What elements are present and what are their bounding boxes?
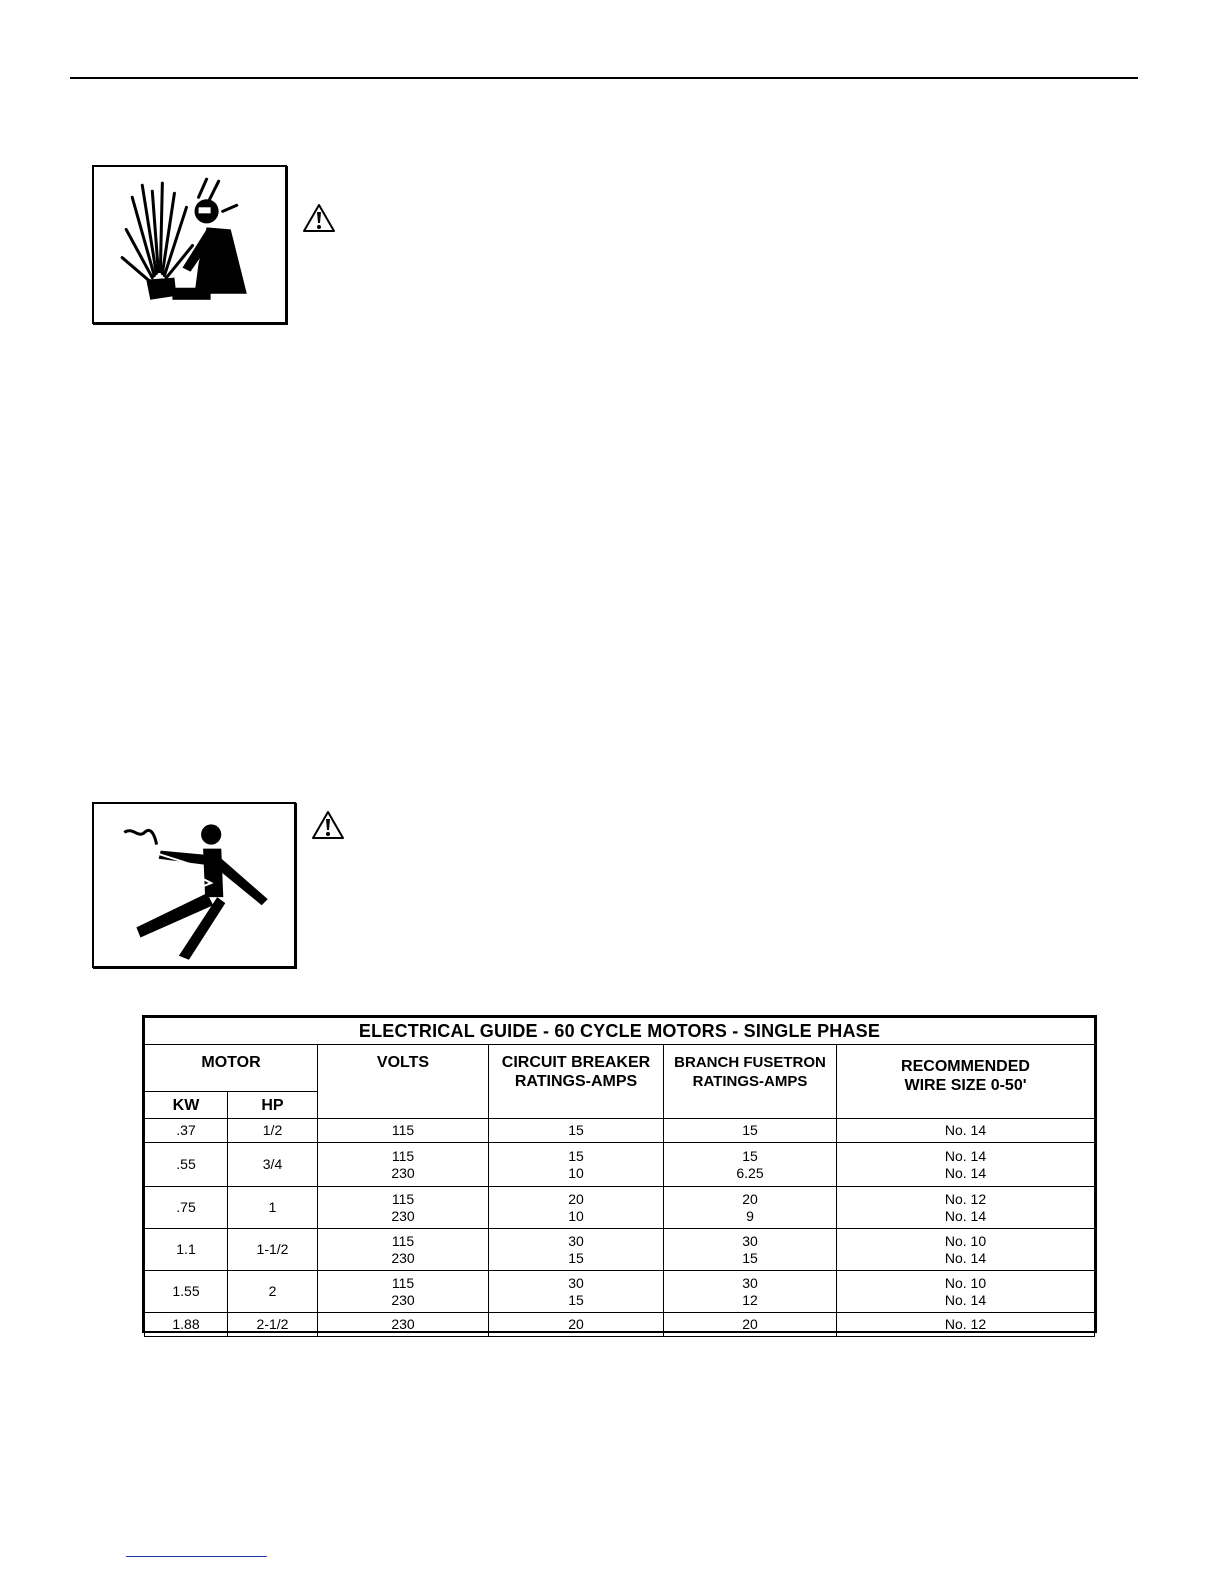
header-line: RATINGS-AMPS — [692, 1073, 808, 1090]
volts-cell — [318, 1229, 489, 1271]
wire-cell — [837, 1229, 1095, 1271]
fusetron-cell — [664, 1187, 837, 1229]
breaker-cell: 15 — [489, 1119, 664, 1143]
cell-line: 230 — [391, 1249, 415, 1266]
header-branch-fusetron — [664, 1045, 837, 1119]
cell-line: 15 — [742, 1249, 758, 1266]
cell-line: 20 — [568, 1190, 584, 1207]
table-row — [145, 1143, 1095, 1187]
hp-cell: 1/2 — [228, 1119, 318, 1143]
header-hp: HP — [228, 1092, 318, 1119]
cell-line: No. 10 — [944, 1274, 987, 1291]
cell-line: No. 14 — [944, 1207, 987, 1224]
header-circuit-breaker — [489, 1045, 664, 1119]
volts-cell — [318, 1271, 489, 1313]
kw-cell: .55 — [145, 1143, 228, 1187]
fusetron-cell: 15 — [664, 1119, 837, 1143]
kw-cell: 1.55 — [145, 1271, 228, 1313]
header-line: RATINGS-AMPS — [514, 1073, 638, 1090]
wire-cell — [837, 1143, 1095, 1187]
cell-line: 30 — [742, 1274, 758, 1291]
cell-line: 9 — [746, 1207, 754, 1224]
cell-line: No. 14 — [944, 1291, 987, 1308]
cell-line: 15 — [568, 1147, 584, 1164]
wire-cell: No. 12 — [837, 1313, 1095, 1337]
cell-line: No. 14 — [944, 1147, 987, 1164]
cell-line: No. 10 — [944, 1232, 987, 1249]
cell-line: 12 — [742, 1291, 758, 1308]
cell-line: 30 — [742, 1232, 758, 1249]
header-line: CIRCUIT BREAKER — [501, 1054, 651, 1071]
cell-line: 20 — [742, 1190, 758, 1207]
kw-cell: .75 — [145, 1187, 228, 1229]
fusetron-cell: 20 — [664, 1313, 837, 1337]
header-motor: MOTOR — [145, 1045, 318, 1092]
breaker-cell — [489, 1271, 664, 1313]
kw-cell: 1.88 — [145, 1313, 228, 1337]
kw-cell: .37 — [145, 1119, 228, 1143]
header-line: WIRE SIZE 0-50' — [904, 1077, 1027, 1094]
hp-cell: 1-1/2 — [228, 1229, 318, 1271]
hp-cell: 3/4 — [228, 1143, 318, 1187]
breaker-cell — [489, 1187, 664, 1229]
cell-line: No. 12 — [944, 1190, 987, 1207]
wire-cell — [837, 1271, 1095, 1313]
cell-line: 115 — [391, 1147, 415, 1164]
cell-line: 15 — [568, 1249, 584, 1266]
hp-cell: 2 — [228, 1271, 318, 1313]
wire-cell — [837, 1187, 1095, 1229]
volts-cell — [318, 1143, 489, 1187]
cell-line: 15 — [568, 1291, 584, 1308]
cell-line: 115 — [391, 1190, 415, 1207]
header-line: BRANCH FUSETRON — [674, 1054, 826, 1071]
table-row — [145, 1119, 1095, 1143]
header-volts: VOLTS — [318, 1045, 489, 1119]
fusetron-cell — [664, 1229, 837, 1271]
table-row — [145, 1229, 1095, 1271]
hp-cell: 2-1/2 — [228, 1313, 318, 1337]
electric-shock-hazard-icon — [92, 802, 296, 968]
wire-cell: No. 14 — [837, 1119, 1095, 1143]
warning-triangle-icon — [311, 810, 345, 840]
header-recommended-wire — [837, 1045, 1095, 1119]
electrical-guide-table — [142, 1015, 1097, 1333]
fusetron-cell — [664, 1143, 837, 1187]
table-row — [145, 1271, 1095, 1313]
volts-cell — [318, 1187, 489, 1229]
cell-line: 230 — [391, 1207, 415, 1224]
table-row — [145, 1313, 1095, 1337]
cell-line: 10 — [568, 1164, 584, 1181]
volts-cell: 115 — [318, 1119, 489, 1143]
hp-cell: 1 — [228, 1187, 318, 1229]
cell-line: 115 — [391, 1274, 415, 1291]
cell-line: No. 14 — [944, 1164, 987, 1181]
explosion-hazard-icon — [92, 165, 287, 324]
header-kw: KW — [145, 1092, 228, 1119]
kw-cell: 1.1 — [145, 1229, 228, 1271]
table-row — [145, 1187, 1095, 1229]
breaker-cell — [489, 1143, 664, 1187]
volts-cell: 230 — [318, 1313, 489, 1337]
header-line: RECOMMENDED — [901, 1058, 1030, 1075]
header-rule — [70, 77, 1138, 79]
breaker-cell: 20 — [489, 1313, 664, 1337]
cell-line: 6.25 — [736, 1164, 764, 1181]
cell-line: 230 — [391, 1291, 415, 1308]
cell-line: 115 — [391, 1232, 415, 1249]
cell-line: 15 — [742, 1147, 758, 1164]
breaker-cell — [489, 1229, 664, 1271]
cell-line: 230 — [391, 1164, 415, 1181]
warning-triangle-icon — [302, 203, 336, 233]
cell-line: 10 — [568, 1207, 584, 1224]
cell-line: 30 — [568, 1232, 584, 1249]
table-title: ELECTRICAL GUIDE - 60 CYCLE MOTORS - SINGLE PHASE — [145, 1018, 1095, 1045]
fusetron-cell — [664, 1271, 837, 1313]
cell-line: 30 — [568, 1274, 584, 1291]
cell-line: No. 14 — [944, 1249, 987, 1266]
footer-link-rule — [126, 1556, 267, 1557]
